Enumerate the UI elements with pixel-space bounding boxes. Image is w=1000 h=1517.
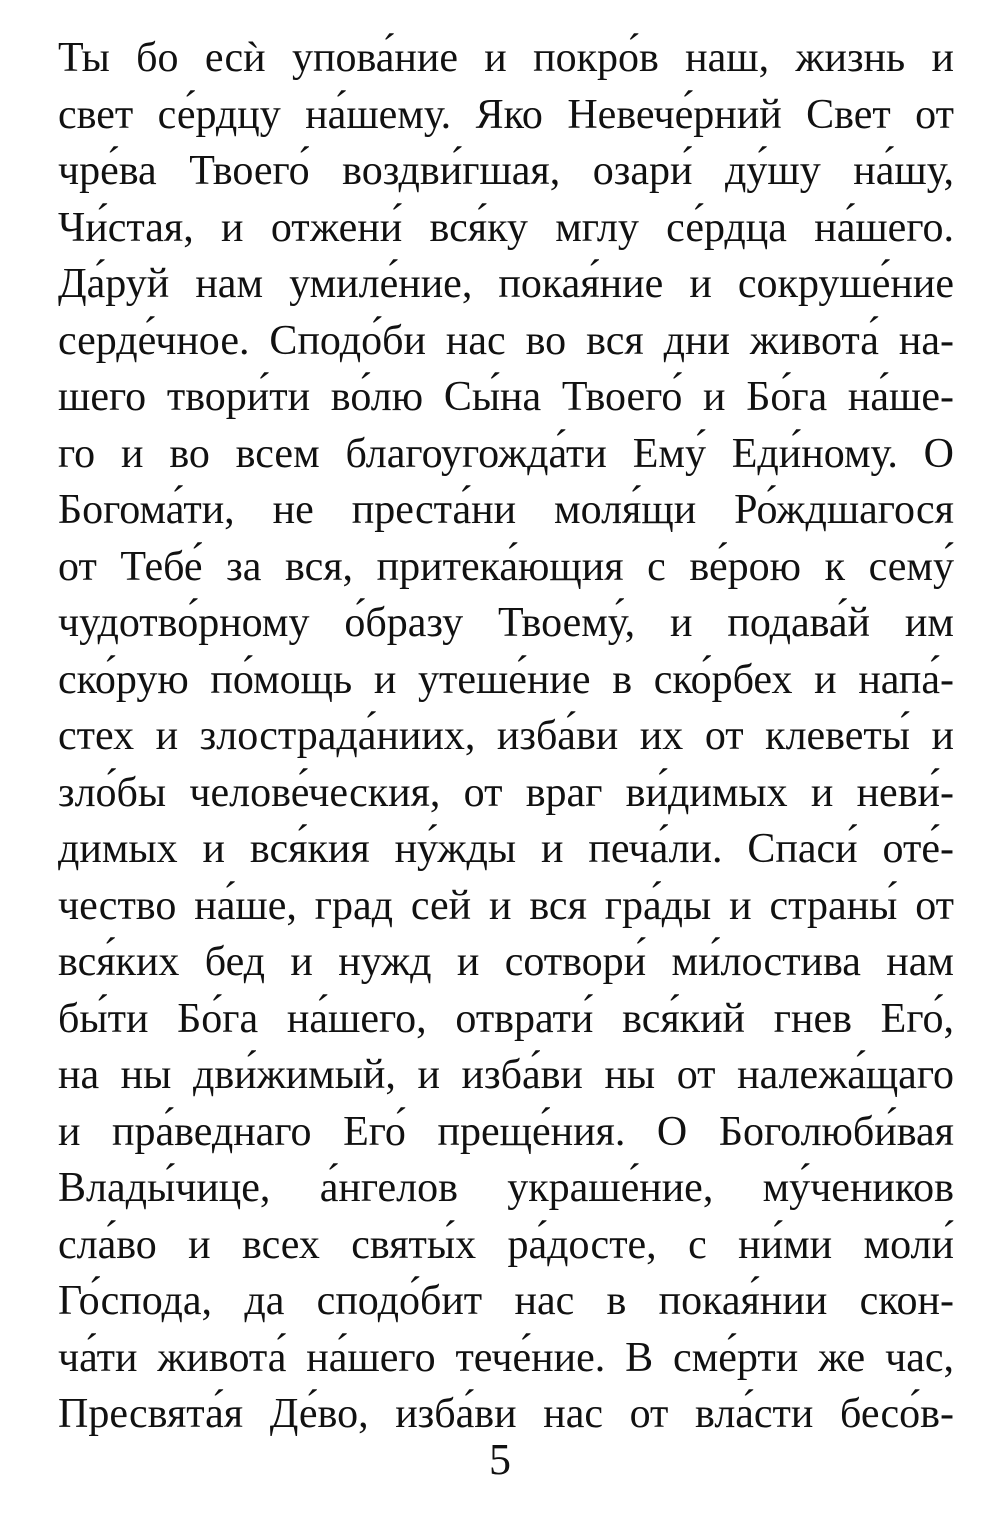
text-line: чре́ва Твоего́ воздви́гшая, озари́ ду́шу на́шу, bbox=[58, 148, 954, 194]
text-line: и пра́веднаго Его́ преще́ния. О Боголюби́вая bbox=[58, 1108, 954, 1155]
text-line: ско́рую по́мощь и утеше́ние в ско́рбех и напа́- bbox=[58, 656, 954, 703]
text-line: Да́руй нам умиле́ние, покая́ние и сокруше́ние bbox=[58, 261, 954, 307]
text-line: Чи́стая, и отжени́ вся́ку мглу се́рдца на́шего. bbox=[58, 204, 954, 251]
text-line: серде́чное. Сподо́би нас во вся дни живота́ на- bbox=[58, 317, 954, 364]
text-line: свет се́рдцу на́шему. Яко Невече́рний Свет от bbox=[58, 91, 954, 138]
text-line: ча́ти живота́ на́шего тече́ние. В сме́рти же час, bbox=[58, 1334, 954, 1381]
text-line: зло́бы челове́ческия, от враг ви́димых и неви́- bbox=[58, 769, 954, 816]
text-line: стех и злострада́ниих, изба́ви их от клеветы́ и bbox=[58, 713, 954, 759]
text-line: шего твори́ти во́лю Сы́на Твоего́ и Бо́га на́ше- bbox=[58, 374, 954, 420]
text-line: вся́ких бед и нужд и сотвори́ ми́лостива нам bbox=[58, 939, 954, 985]
text-line: Ты бо есѝ упова́ние и покро́в наш, жизнь и bbox=[58, 35, 954, 81]
prayer-text bbox=[58, 30, 954, 1443]
text-line: от Тебе́ за вся, притека́ющия с ве́рою к сему́ bbox=[58, 543, 954, 590]
text-line: Го́спода, да сподо́бит нас в покая́нии скон- bbox=[58, 1278, 954, 1324]
text-line: на ны дви́жимый, и изба́ви ны от належа́щаго bbox=[58, 1052, 954, 1098]
text-line: димых и вся́кия ну́жды и печа́ли. Спаси́ оте́- bbox=[58, 826, 954, 872]
text-line: го и во всем благоугожда́ти Ему́ Еди́ному. О bbox=[58, 430, 954, 477]
text-line: бы́ти Бо́га на́шего, отврати́ вся́кий гнев Его́, bbox=[58, 995, 954, 1042]
text-line: чество на́ше, град сей и вся гра́ды и страны́ от bbox=[58, 882, 954, 929]
page-number: 5 bbox=[489, 1435, 511, 1484]
text-line: сла́во и всех святы́х ра́досте, с ни́ми моли́ bbox=[58, 1221, 954, 1268]
text-line: Пресвята́я Де́во, изба́ви нас от вла́сти бесо́в- bbox=[58, 1391, 954, 1437]
text-line: Богома́ти, не преста́ни моля́щи Ро́ждшагося bbox=[58, 487, 954, 533]
text-line: Влады́чице, а́нгелов украше́ние, му́чеников bbox=[58, 1165, 954, 1211]
text-line: чудотво́рному о́бразу Твоему́, и подава́й им bbox=[58, 600, 954, 646]
